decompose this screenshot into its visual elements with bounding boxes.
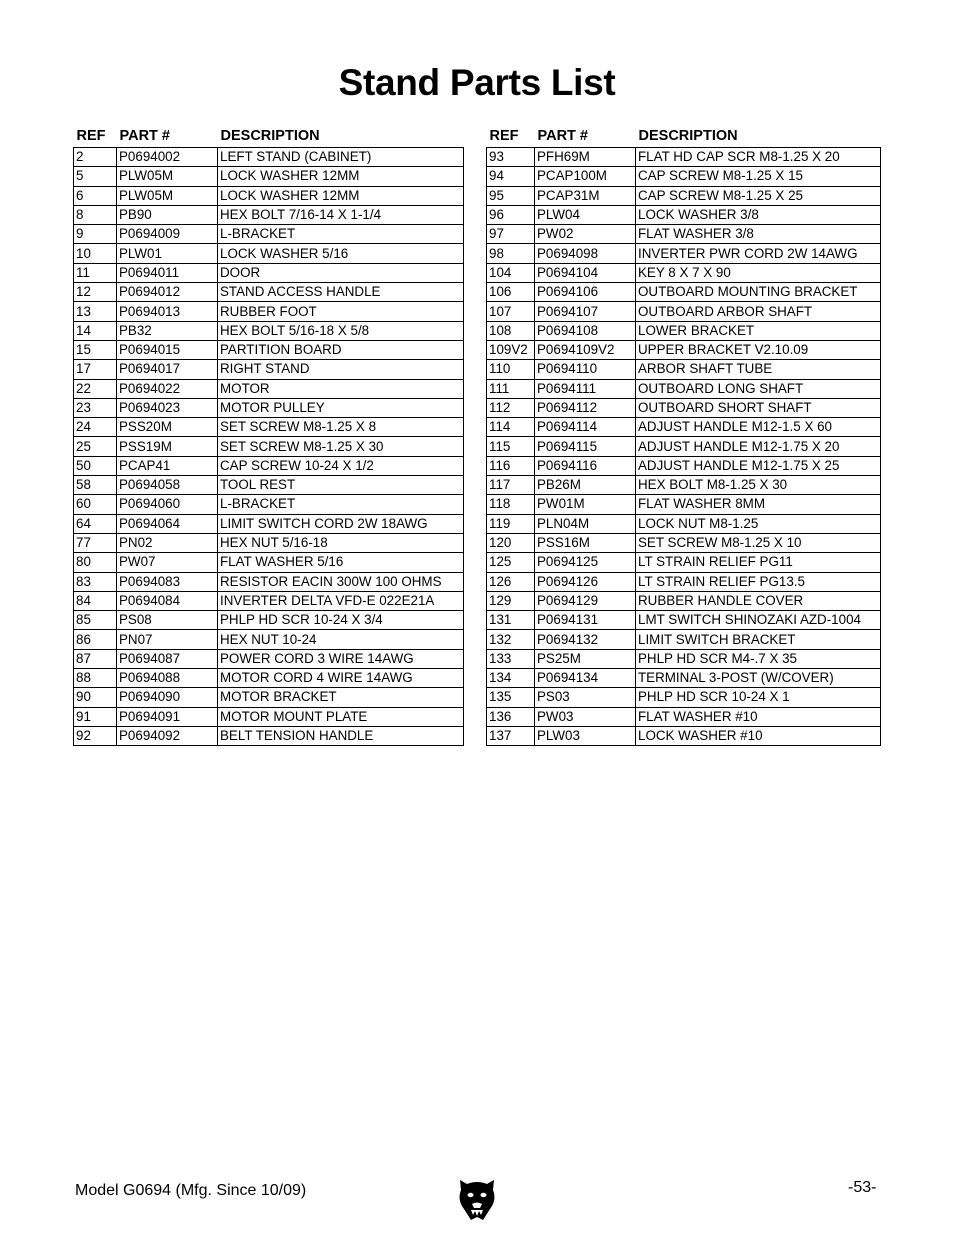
table-row [74,263,464,282]
description-cell: PHLP HD SCR 10-24 X 3/4 [218,611,464,630]
ref-cell: 91 [74,707,117,726]
part-number-cell: P0694109V2 [535,340,636,359]
part-number-cell: P0694083 [117,572,218,591]
ref-cell: 86 [74,630,117,649]
part-number-cell: P0694091 [117,707,218,726]
ref-cell: 120 [487,533,535,552]
description-cell: ADJUST HANDLE M12-1.75 X 25 [636,456,881,475]
ref-cell: 10 [74,244,117,263]
table-row [74,186,464,205]
table-header-row [487,125,881,148]
ref-cell: 6 [74,186,117,205]
table-row [487,476,881,495]
part-number-cell: PB26M [535,476,636,495]
part-number-cell: P0694087 [117,649,218,668]
ref-cell: 116 [487,456,535,475]
part-number-cell: PSS16M [535,533,636,552]
description-cell: HEX NUT 10-24 [218,630,464,649]
ref-cell: 80 [74,553,117,572]
part-number-cell: PN02 [117,533,218,552]
ref-cell: 94 [487,167,535,186]
part-number-cell: P0694023 [117,398,218,417]
part-number-cell: PW02 [535,225,636,244]
table-header-row [74,125,464,148]
part-number-cell: PLW04 [535,205,636,224]
description-cell: HEX BOLT 5/16-18 X 5/8 [218,321,464,340]
description-cell: CAP SCREW 10-24 X 1/2 [218,456,464,475]
table-row [487,553,881,572]
description-cell: OUTBOARD ARBOR SHAFT [636,302,881,321]
description-cell: MOTOR BRACKET [218,688,464,707]
table-row [74,649,464,668]
table-row [74,340,464,359]
part-number-cell: PS25M [535,649,636,668]
table-row [74,456,464,475]
description-cell: HEX BOLT M8-1.25 X 30 [636,476,881,495]
description-cell: MOTOR [218,379,464,398]
part-number-cell: PN07 [117,630,218,649]
table-row [74,669,464,688]
table-row [74,476,464,495]
description-cell: CAP SCREW M8-1.25 X 25 [636,186,881,205]
table-row [74,611,464,630]
description-cell: HEX NUT 5/16-18 [218,533,464,552]
part-number-cell: PFH69M [535,148,636,167]
ref-cell: 110 [487,360,535,379]
description-cell: ADJUST HANDLE M12-1.75 X 20 [636,437,881,456]
table-row [74,148,464,167]
description-cell: POWER CORD 3 WIRE 14AWG [218,649,464,668]
ref-cell: 125 [487,553,535,572]
part-number-cell: P0694009 [117,225,218,244]
part-number-cell: P0694114 [535,418,636,437]
table-row [487,340,881,359]
part-number-cell: P0694125 [535,553,636,572]
description-cell: LOCK WASHER 5/16 [218,244,464,263]
part-number-cell: PLW03 [535,726,636,745]
description-cell: KEY 8 X 7 X 90 [636,263,881,282]
ref-cell: 17 [74,360,117,379]
description-cell: UPPER BRACKET V2.10.09 [636,340,881,359]
ref-cell: 23 [74,398,117,417]
part-number-cell: P0694092 [117,726,218,745]
part-number-cell: P0694060 [117,495,218,514]
ref-cell: 106 [487,283,535,302]
table-row [74,283,464,302]
table-row [487,669,881,688]
table-row [487,167,881,186]
part-number-cell: P0694110 [535,360,636,379]
ref-cell: 93 [487,148,535,167]
description-cell: LOWER BRACKET [636,321,881,340]
description-cell: LT STRAIN RELIEF PG13.5 [636,572,881,591]
table-row [487,533,881,552]
description-cell: ARBOR SHAFT TUBE [636,360,881,379]
ref-cell: 92 [74,726,117,745]
table-row [74,302,464,321]
part-number-cell: P0694108 [535,321,636,340]
part-number-cell: PCAP31M [535,186,636,205]
part-number-cell: PS03 [535,688,636,707]
part-number-cell: P0694022 [117,379,218,398]
description-cell: RESISTOR EACIN 300W 100 OHMS [218,572,464,591]
ref-cell: 117 [487,476,535,495]
description-cell: OUTBOARD MOUNTING BRACKET [636,283,881,302]
part-number-cell: PB90 [117,205,218,224]
table-row [487,688,881,707]
ref-cell: 8 [74,205,117,224]
table-row [487,456,881,475]
description-cell: MOTOR CORD 4 WIRE 14AWG [218,669,464,688]
table-row [74,167,464,186]
part-number-cell: P0694013 [117,302,218,321]
ref-cell: 133 [487,649,535,668]
table-row [487,263,881,282]
description-cell: TERMINAL 3-POST (W/COVER) [636,669,881,688]
part-number-cell: PLW05M [117,167,218,186]
table-row [74,321,464,340]
description-cell: PHLP HD SCR M4-.7 X 35 [636,649,881,668]
ref-cell: 95 [487,186,535,205]
part-number-cell: P0694126 [535,572,636,591]
part-number-cell: P0694090 [117,688,218,707]
ref-cell: 136 [487,707,535,726]
part-number-cell: P0694116 [535,456,636,475]
ref-cell: 60 [74,495,117,514]
description-cell: DOOR [218,263,464,282]
table-row [74,244,464,263]
description-cell: LOCK WASHER 12MM [218,167,464,186]
description-cell: LMT SWITCH SHINOZAKI AZD-1004 [636,611,881,630]
part-number-cell: P0694015 [117,340,218,359]
description-cell: FLAT HD CAP SCR M8-1.25 X 20 [636,148,881,167]
table-row [74,630,464,649]
part-column-header: PART # [537,128,588,144]
ref-cell: 131 [487,611,535,630]
description-cell: STAND ACCESS HANDLE [218,283,464,302]
ref-cell: 12 [74,283,117,302]
description-cell: TOOL REST [218,476,464,495]
table-row [487,591,881,610]
part-number-cell: PLN04M [535,514,636,533]
part-number-cell: P0694132 [535,630,636,649]
description-cell: ADJUST HANDLE M12-1.5 X 60 [636,418,881,437]
ref-cell: 90 [74,688,117,707]
table-row [487,186,881,205]
table-row [487,707,881,726]
description-cell: LOCK WASHER #10 [636,726,881,745]
table-row [74,379,464,398]
table-row [487,649,881,668]
ref-cell: 84 [74,591,117,610]
description-cell: LOCK NUT M8-1.25 [636,514,881,533]
part-number-cell: PSS20M [117,418,218,437]
table-row [487,630,881,649]
description-cell: L-BRACKET [218,495,464,514]
description-cell: OUTBOARD LONG SHAFT [636,379,881,398]
table-row [487,283,881,302]
ref-column-header: REF [489,128,519,144]
table-row [487,514,881,533]
ref-cell: 107 [487,302,535,321]
ref-cell: 97 [487,225,535,244]
table-row [487,244,881,263]
part-number-cell: P0694131 [535,611,636,630]
description-cell: BELT TENSION HANDLE [218,726,464,745]
model-footer: Model G0694 (Mfg. Since 10/09) [75,1182,307,1199]
table-row [487,726,881,745]
part-number-cell: PW07 [117,553,218,572]
description-cell: SET SCREW M8-1.25 X 8 [218,418,464,437]
table-row [74,553,464,572]
part-number-cell: P0694104 [535,263,636,282]
part-column-header: PART # [119,128,170,144]
part-number-cell: P0694084 [117,591,218,610]
part-number-cell: P0694017 [117,360,218,379]
ref-cell: 137 [487,726,535,745]
part-number-cell: P0694064 [117,514,218,533]
part-number-cell: PLW05M [117,186,218,205]
ref-cell: 85 [74,611,117,630]
description-cell: SET SCREW M8-1.25 X 10 [636,533,881,552]
description-cell: LOCK WASHER 3/8 [636,205,881,224]
description-cell: RUBBER HANDLE COVER [636,591,881,610]
table-row [487,572,881,591]
description-cell: FLAT WASHER 8MM [636,495,881,514]
part-number-cell: PLW01 [117,244,218,263]
description-cell: CAP SCREW M8-1.25 X 15 [636,167,881,186]
table-row [74,418,464,437]
table-row [487,225,881,244]
description-cell: L-BRACKET [218,225,464,244]
table-row [74,437,464,456]
table-row [487,418,881,437]
description-column-header: DESCRIPTION [638,128,738,144]
table-row [74,591,464,610]
part-number-cell: P0694112 [535,398,636,417]
description-cell: LIMIT SWITCH CORD 2W 18AWG [218,514,464,533]
ref-cell: 88 [74,669,117,688]
ref-cell: 11 [74,263,117,282]
table-row [74,572,464,591]
part-number-cell: PCAP41 [117,456,218,475]
ref-cell: 104 [487,263,535,282]
table-row [74,360,464,379]
description-cell: FLAT WASHER 5/16 [218,553,464,572]
part-number-cell: P0694106 [535,283,636,302]
part-number-cell: P0694111 [535,379,636,398]
table-row [487,398,881,417]
ref-cell: 132 [487,630,535,649]
table-row [487,495,881,514]
part-number-cell: P0694012 [117,283,218,302]
description-cell: RIGHT STAND [218,360,464,379]
description-cell: LT STRAIN RELIEF PG11 [636,553,881,572]
ref-cell: 108 [487,321,535,340]
ref-cell: 5 [74,167,117,186]
table-row [74,533,464,552]
description-column-header: DESCRIPTION [220,128,320,144]
description-cell: FLAT WASHER 3/8 [636,225,881,244]
description-cell: OUTBOARD SHORT SHAFT [636,398,881,417]
table-row [487,321,881,340]
table-row [74,726,464,745]
ref-column-header: REF [76,128,106,144]
table-row [487,611,881,630]
part-number-cell: P0694088 [117,669,218,688]
ref-cell: 13 [74,302,117,321]
part-number-cell: PSS19M [117,437,218,456]
description-cell: MOTOR PULLEY [218,398,464,417]
part-number-cell: PW01M [535,495,636,514]
ref-cell: 15 [74,340,117,359]
part-number-cell: P0694134 [535,669,636,688]
table-row [74,398,464,417]
description-cell: LOCK WASHER 12MM [218,186,464,205]
ref-cell: 2 [74,148,117,167]
ref-cell: 9 [74,225,117,244]
table-row [74,514,464,533]
part-number-cell: P0694058 [117,476,218,495]
ref-cell: 22 [74,379,117,398]
ref-cell: 58 [74,476,117,495]
ref-cell: 14 [74,321,117,340]
ref-cell: 98 [487,244,535,263]
ref-cell: 111 [487,379,535,398]
ref-cell: 126 [487,572,535,591]
part-number-cell: PW03 [535,707,636,726]
part-number-cell: PCAP100M [535,167,636,186]
description-cell: PHLP HD SCR 10-24 X 1 [636,688,881,707]
table-row [74,688,464,707]
part-number-cell: P0694011 [117,263,218,282]
ref-cell: 135 [487,688,535,707]
page-number: -53- [848,1179,877,1196]
table-row [487,302,881,321]
ref-cell: 96 [487,205,535,224]
part-number-cell: P0694098 [535,244,636,263]
table-row [487,437,881,456]
description-cell: RUBBER FOOT [218,302,464,321]
description-cell: INVERTER DELTA VFD-E 022E21A [218,591,464,610]
ref-cell: 50 [74,456,117,475]
table-row [487,360,881,379]
bear-head-icon [456,1176,498,1222]
ref-cell: 64 [74,514,117,533]
table-row [487,205,881,224]
table-row [74,495,464,514]
table-row [74,707,464,726]
description-cell: PARTITION BOARD [218,340,464,359]
ref-cell: 114 [487,418,535,437]
ref-cell: 77 [74,533,117,552]
description-cell: INVERTER PWR CORD 2W 14AWG [636,244,881,263]
description-cell: HEX BOLT 7/16-14 X 1-1/4 [218,205,464,224]
ref-cell: 134 [487,669,535,688]
part-number-cell: PS08 [117,611,218,630]
table-row [487,379,881,398]
description-cell: MOTOR MOUNT PLATE [218,707,464,726]
table-row [487,148,881,167]
ref-cell: 119 [487,514,535,533]
part-number-cell: P0694129 [535,591,636,610]
ref-cell: 115 [487,437,535,456]
part-number-cell: P0694115 [535,437,636,456]
description-cell: LIMIT SWITCH BRACKET [636,630,881,649]
table-row [74,225,464,244]
ref-cell: 109V2 [487,340,535,359]
ref-cell: 112 [487,398,535,417]
part-number-cell: PB32 [117,321,218,340]
ref-cell: 83 [74,572,117,591]
description-cell: FLAT WASHER #10 [636,707,881,726]
description-cell: SET SCREW M8-1.25 X 30 [218,437,464,456]
page-title: Stand Parts List [338,62,616,103]
ref-cell: 25 [74,437,117,456]
ref-cell: 87 [74,649,117,668]
ref-cell: 129 [487,591,535,610]
description-cell: LEFT STAND (CABINET) [218,148,464,167]
ref-cell: 118 [487,495,535,514]
parts-table-left [73,125,464,746]
parts-table-right [486,125,881,746]
ref-cell: 24 [74,418,117,437]
part-number-cell: P0694107 [535,302,636,321]
table-row [74,205,464,224]
part-number-cell: P0694002 [117,148,218,167]
